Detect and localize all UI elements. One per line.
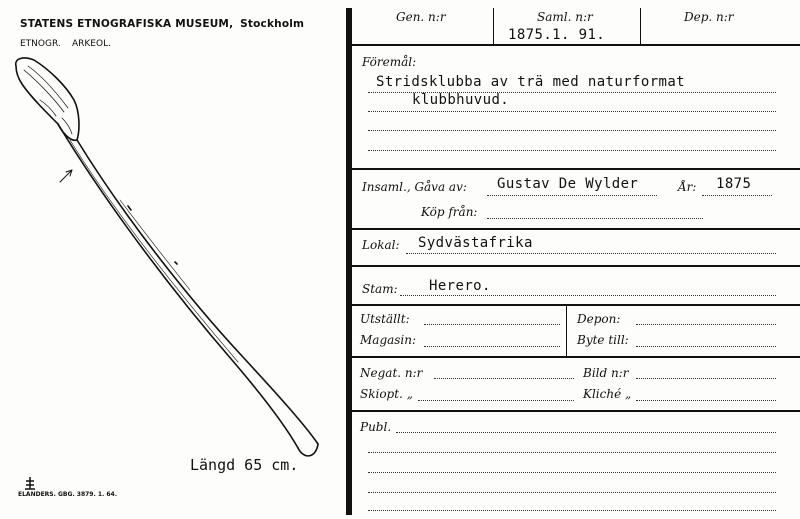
museum-city: Stockholm [240,18,305,30]
foremal-dotted-2 [368,111,776,112]
row-line-header [352,44,800,46]
dept-etnogr: ETNOGR. [20,39,61,49]
publ-dotted-5 [368,510,776,511]
foremal-line-2: klubbhuvud. [412,92,510,108]
row-line-utstallt [352,356,800,358]
row-line-stam [352,304,800,306]
bild-dotted [636,378,776,379]
bild-label: Bild n:r [583,366,629,380]
magasin-dotted [424,346,560,347]
publ-dotted-2 [368,452,776,453]
dep-nr-label: Dep. n:r [684,10,734,24]
row-line-insaml [352,228,800,230]
publ-dotted-3 [368,472,776,473]
gen-nr-label: Gen. n:r [396,10,446,24]
row-line-foremal [352,168,800,170]
lokal-value: Sydvästafrika [418,235,533,251]
byte-dotted [636,346,776,347]
war-club-drawing [0,0,345,519]
row-line-lokal [352,265,800,267]
row-line-negat [352,410,800,412]
kliche-dotted [636,400,776,401]
negat-label: Negat. n:r [360,366,423,380]
stam-label: Stam: [362,282,398,296]
utstallt-dotted [424,324,560,325]
skiopt-dotted [418,400,574,401]
printer-imprint: ELANDERS. GBG. 3879. 1. 64. [18,491,118,498]
depon-divider [566,306,567,356]
negat-dotted [434,378,574,379]
museum-name: STATENS ETNOGRAFISKA MUSEUM, [20,18,234,30]
kop-dotted [487,218,703,219]
publ-label: Publ. [360,420,392,434]
foremal-dotted-1 [368,92,776,93]
foremal-dotted-3 [368,130,776,131]
ar-value: 1875 [716,176,752,192]
insaml-value: Gustav De Wylder [497,176,639,192]
magasin-label: Magasin: [360,333,417,347]
byte-label: Byte till: [577,333,629,347]
dept-arkeol: ARKEOL. [72,39,111,49]
utstallt-label: Utställt: [360,312,410,326]
stam-value: Herero. [429,278,491,294]
publ-dotted-1 [396,432,776,433]
foremal-dotted-4 [368,150,776,151]
saml-nr-label: Saml. n:r [537,10,593,24]
depon-dotted [636,324,776,325]
stam-dotted [400,295,776,296]
lokal-dotted [406,253,776,254]
header-divider-1 [493,8,494,44]
saml-nr-value: 1875.1. 91. [508,27,606,43]
skiopt-label: Skiopt. „ [360,387,413,401]
header-divider-2 [640,8,641,44]
insaml-label: Insaml., Gåva av: [362,180,467,194]
publ-dotted-4 [368,492,776,493]
kop-label: Köp från: [421,205,478,219]
ar-dotted [702,195,772,196]
depon-label: Depon: [577,312,621,326]
card-left-edge [351,8,352,515]
foremal-label: Föremål: [362,55,417,69]
foremal-line-1: Stridsklubba av trä med naturformat [376,74,686,90]
kliche-label: Kliché „ [583,387,632,401]
lokal-label: Lokal: [362,238,400,252]
insaml-dotted [487,195,657,196]
ar-label: År: [678,180,697,194]
printer-logo-icon [23,476,37,490]
length-text: Längd 65 cm. [190,456,299,474]
